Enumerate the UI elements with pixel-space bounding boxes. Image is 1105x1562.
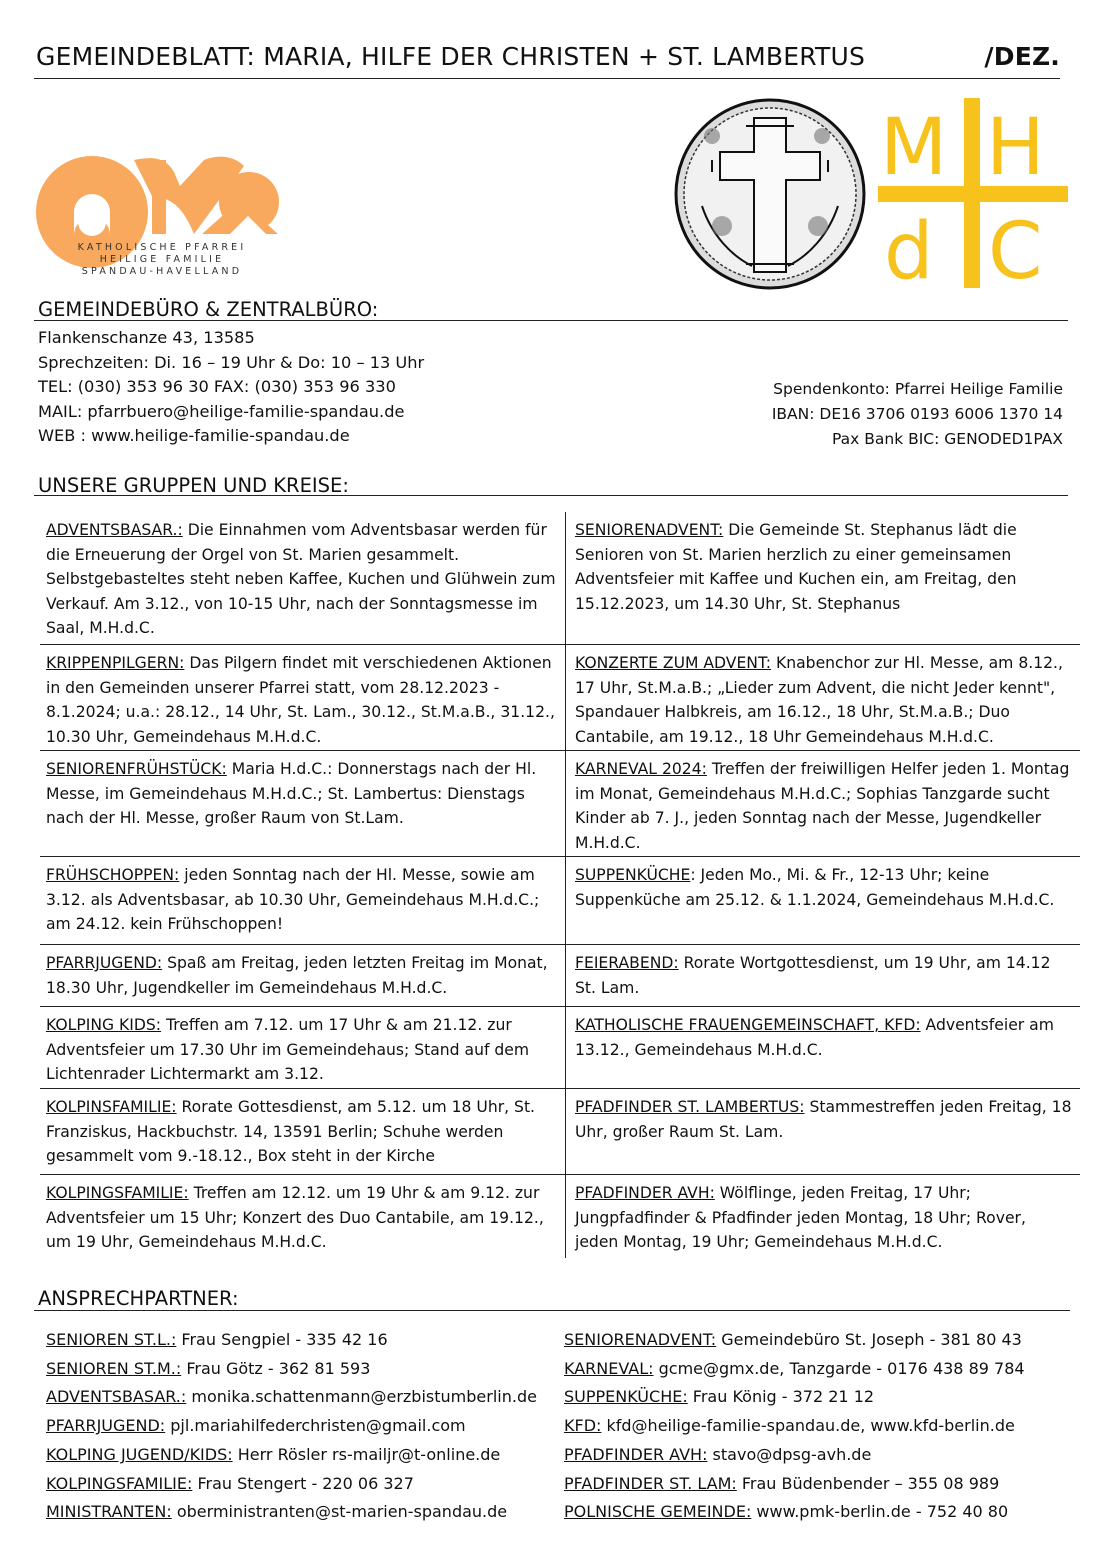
contacts-left-column (46, 1326, 537, 1527)
contact-item[interactable] (564, 1383, 1025, 1412)
contact-label: SUPPENKÜCHE: (564, 1387, 688, 1407)
group-cell (565, 1088, 1080, 1174)
group-label: KOLPINGSFAMILIE: (46, 1184, 189, 1202)
contact-item[interactable] (46, 1498, 537, 1527)
office-heading-line (34, 320, 1068, 321)
contact-value: monika.schattenmann@erzbistumberlin.de (186, 1387, 537, 1407)
contact-label: SENIORENADVENT: (564, 1330, 717, 1349)
group-row (40, 750, 1080, 856)
group-text: Spaß am Freitag, jeden letzten Freitag im Monat, 18.30 Uhr, Jugendkeller im Gemeindehaus M.H.d.C. (46, 954, 548, 997)
groups-heading-line (34, 495, 1068, 496)
contact-value: Frau Sengpiel - 335 42 16 (176, 1330, 388, 1349)
group-text: Rorate Gottesdienst, am 5.12. um 18 Uhr, St. Franziskus, Hackbuchstr. 14, 13591 Berlin; Schuhe werden gesammelt vom 9.-18.12., Box steht in der Kirche (46, 1098, 536, 1165)
group-text: jeden Sonntag nach der Hl. Messe, sowie am 3.12. als Adventsbasar, ab 10.30 Uhr, Gemeindehaus M.H.d.C.; am 24.12. kein Frühschoppen! (46, 866, 540, 933)
group-label: KARNEVAL 2024: (575, 760, 707, 778)
group-text: Die Einnahmen vom Adventsbasar werden für die Erneuerung der Orgel von St. Marien gesammelt. Selbstgebasteltes steht neben Kaffee, Kuchen und Glühwein zum Verkauf. Am 3.12., von 10-15 Uhr, nach der Sonntagsmesse im Saal, M.H.d.C. (46, 521, 556, 637)
contact-value: gcme@gmx.de, Tanzgarde - 0176 438 89 784 (653, 1358, 1025, 1378)
bank-account: Spendenkonto: Pfarrei Heilige Familie (773, 380, 1063, 398)
group-label: KATHOLISCHE FRAUENGEMEINSCHAFT, KFD: (575, 1016, 921, 1034)
bank-bic: Pax Bank BIC: GENODED1PAX (832, 430, 1063, 448)
contact-value: kfd@heilige-familie-spandau.de, www.kfd-berlin.de (601, 1416, 1015, 1436)
office-hours: Sprechzeiten: Di. 16 – 19 Uhr & Do: 10 – 13 Uhr (38, 352, 425, 372)
office-heading: GEMEINDEBÜRO & ZENTRALBÜRO: (38, 298, 379, 321)
group-text: Die Gemeinde St. Stephanus lädt die Senioren von St. Marien herzlich zu einer gemeinsamen Adventsfeier mit Kaffee und Kuchen ein, am Freitag, den 15.12.2023, um 14.30 Uhr, St. Stephanus (575, 521, 1017, 613)
group-text: Adventsfeier am 13.12., Gemeindehaus M.H.d.C. (575, 1016, 1054, 1059)
group-text: Treffen am 12.12. um 19 Uhr & am 9.12. zur Adventsfeier um 15 Uhr; Konzert des Duo Cantabile, am 19.12., um 19 Uhr, Gemeindehaus M.H.d.C. (46, 1184, 544, 1251)
group-cell (565, 856, 1080, 944)
contact-value: Frau Büdenbender – 355 08 989 (736, 1473, 1000, 1493)
group-cell (40, 944, 565, 1006)
mhdc-logo (878, 98, 1068, 288)
group-cell (40, 1174, 565, 1258)
group-label: SUPPENKÜCHE (575, 866, 691, 884)
group-row (40, 944, 1080, 1006)
group-cell (40, 644, 565, 750)
group-label: KOLPINSFAMILIE: (46, 1098, 177, 1116)
title-underline (34, 78, 1060, 79)
title-text: GEMEINDEBLATT: MARIA, HILFE DER CHRISTEN + ST. LAMBERTUS (36, 42, 866, 71)
contact-value: pjl.mariahilfederchristen@gmail.com (165, 1416, 466, 1436)
contact-label: PFARRJUGEND: (46, 1416, 166, 1436)
group-text: Wölflinge, jeden Freitag, 17 Uhr; Jungpfadfinder & Pfadfinder jeden Montag, 18 Uhr; Rover, jeden Montag, 19 Uhr; Gemeindehaus M.H.d.C. (575, 1184, 1026, 1251)
contact-value: Frau Götz - 362 81 593 (181, 1358, 371, 1378)
group-text: Treffen am 7.12. um 17 Uhr & am 21.12. zur Adventsfeier um 17.30 Uhr im Gemeindehaus; Stand auf dem Lichtenrader Lichtermarkt am 3.12. (46, 1016, 530, 1083)
group-row (40, 1088, 1080, 1174)
svg-text:C: C (988, 207, 1043, 288)
contact-label: KFD: (564, 1416, 602, 1436)
group-cell (565, 512, 1080, 644)
group-label: FRÜHSCHOPPEN: (46, 866, 180, 884)
contacts-right-column (564, 1326, 1025, 1527)
group-label: SENIORENFRÜHSTÜCK: (46, 760, 227, 778)
group-cell (40, 1088, 565, 1174)
group-row (40, 644, 1080, 750)
office-info (38, 326, 424, 449)
groups-table (40, 512, 1080, 1258)
contact-value: stavo@dpsg-avh.de (707, 1444, 872, 1464)
contact-item[interactable] (564, 1470, 1025, 1499)
contact-value: Frau Stengert - 220 06 327 (192, 1473, 414, 1493)
group-row (40, 1174, 1080, 1258)
contact-label: PFADFINDER AVH: (564, 1444, 708, 1464)
contact-label: KOLPING JUGEND/KIDS: (46, 1444, 233, 1464)
group-label: PFADFINDER AVH: (575, 1184, 715, 1202)
group-row (40, 1006, 1080, 1088)
group-label: FEIERABEND: (575, 954, 679, 972)
contact-item[interactable] (564, 1355, 1025, 1384)
contact-label: KARNEVAL: (564, 1358, 654, 1378)
group-label: KRIPPENPILGERN: (46, 654, 185, 672)
contact-item[interactable] (564, 1498, 1025, 1527)
contact-label: KOLPINGSFAMILIE: (46, 1473, 193, 1493)
contact-value: oberministranten@st-marien-spandau.de (171, 1502, 508, 1522)
group-cell (40, 512, 565, 644)
contact-item[interactable] (564, 1326, 1025, 1355)
contact-item[interactable] (46, 1326, 537, 1355)
group-label: KONZERTE ZUM ADVENT: (575, 654, 772, 672)
contact-label: ADVENTSBASAR.: (46, 1387, 187, 1407)
contacts-heading-line (34, 1310, 1070, 1311)
contact-item[interactable] (46, 1441, 537, 1470)
group-text: Rorate Wortgottesdienst, um 19 Uhr, am 14.12 St. Lam. (575, 954, 1051, 997)
svg-text:d: d (884, 207, 934, 288)
contacts-heading: ANSPRECHPARTNER: (38, 1287, 239, 1310)
contact-label: POLNISCHE GEMEINDE: (564, 1502, 752, 1522)
group-cell (565, 644, 1080, 750)
contact-item[interactable] (46, 1412, 537, 1441)
contact-label: MINISTRANTEN: (46, 1502, 172, 1522)
bank-info (772, 377, 1063, 452)
svg-text:H: H (986, 103, 1045, 193)
groups-heading: UNSERE GRUPPEN UND KREISE: (38, 474, 349, 497)
cross-seal-emblem (672, 96, 868, 292)
group-cell (565, 750, 1080, 856)
office-phone: TEL: (030) 353 96 30 FAX: (030) 353 96 330 (38, 377, 396, 396)
group-cell (40, 750, 565, 856)
svg-text:M: M (880, 103, 948, 193)
contact-label: SENIOREN ST.L.: (46, 1330, 177, 1349)
group-label: KOLPING KIDS: (46, 1016, 162, 1034)
month-label: /DEZ. (984, 42, 1060, 71)
group-row (40, 512, 1080, 644)
bank-iban: IBAN: DE16 3706 0193 6006 1370 14 (771, 405, 1063, 423)
group-cell (565, 1174, 1080, 1258)
parish-logo-text: KATHOLISCHE PFARREI HEILIGE FAMILIE SPANDAU-HAVELLAND (77, 242, 247, 277)
group-label: ADVENTSBASAR.: (46, 521, 183, 539)
group-text: Stammestreffen jeden Freitag, 18 Uhr, großer Raum St. Lam. (575, 1098, 1072, 1141)
group-text: Treffen der freiwilligen Helfer jeden 1. Montag im Monat, Gemeindehaus M.H.d.C.; Sophias Tanzgarde sucht Kinder ab 7. J., jeden Sonntag nach der Messe, Jugendkeller M.H.d.C. (575, 760, 1070, 852)
contact-value: Herr Rösler rs-mailjr@t-online.de (232, 1444, 501, 1464)
office-address: Flankenschanze 43, 13585 (38, 328, 255, 347)
page-title (36, 42, 1060, 71)
contact-item[interactable] (46, 1355, 537, 1384)
group-label: PFARRJUGEND: (46, 954, 163, 972)
contact-label: PFADFINDER ST. LAM: (564, 1473, 737, 1493)
contact-item[interactable] (564, 1412, 1025, 1441)
office-mail[interactable]: MAIL: pfarrbuero@heilige-familie-spandau.de (38, 401, 405, 421)
group-cell (40, 856, 565, 944)
contact-value: www.pmk-berlin.de - 752 40 80 (751, 1502, 1009, 1522)
contact-value: Gemeindebüro St. Joseph - 381 80 43 (716, 1330, 1022, 1349)
group-cell (40, 1006, 565, 1088)
group-row (40, 856, 1080, 944)
group-text: Das Pilgern findet mit verschiedenen Aktionen in den Gemeinden unserer Pfarrei statt, vom 28.12.2023 - 8.1.2024; u.a.: 28.12., 14 Uhr, St. Lam., 30.12., St.M.a.B., 31.12., 10.30 Uhr, Gemeindehaus M.H.d.C. (46, 654, 555, 746)
contact-item[interactable] (46, 1383, 537, 1412)
group-text: Knabenchor zur Hl. Messe, am 8.12., 17 Uhr, St.M.a.B.; „Lieder zum Advent, die nicht Jeder kennt", Spandauer Halbkreis, am 16.12., 18 Uhr, St.M.a.B.; Duo Cantabile, am 19.12., 18 Uhr Gemeindehaus M.H.d.C. (575, 654, 1063, 746)
group-text: Maria H.d.C.: Donnerstags nach der Hl. Messe, im Gemeindehaus M.H.d.C.; St. Lambertus: Dienstags nach der Hl. Messe, großer Raum von St.Lam. (46, 760, 537, 827)
group-label: PFADFINDER ST. LAMBERTUS: (575, 1098, 805, 1116)
office-web[interactable]: WEB : www.heilige-familie-spandau.de (38, 426, 350, 445)
contact-item[interactable] (564, 1441, 1025, 1470)
contact-value: Frau König - 372 21 12 (687, 1387, 875, 1407)
contact-item[interactable] (46, 1470, 537, 1499)
group-cell (565, 1006, 1080, 1088)
group-label: SENIORENADVENT: (575, 521, 724, 539)
group-cell (565, 944, 1080, 1006)
contact-label: SENIOREN ST.M.: (46, 1358, 182, 1378)
group-text: : Jeden Mo., Mi. & Fr., 12-13 Uhr; keine Suppenküche am 25.12. & 1.1.2024, Gemeindehaus M.H.d.C. (575, 866, 1055, 909)
